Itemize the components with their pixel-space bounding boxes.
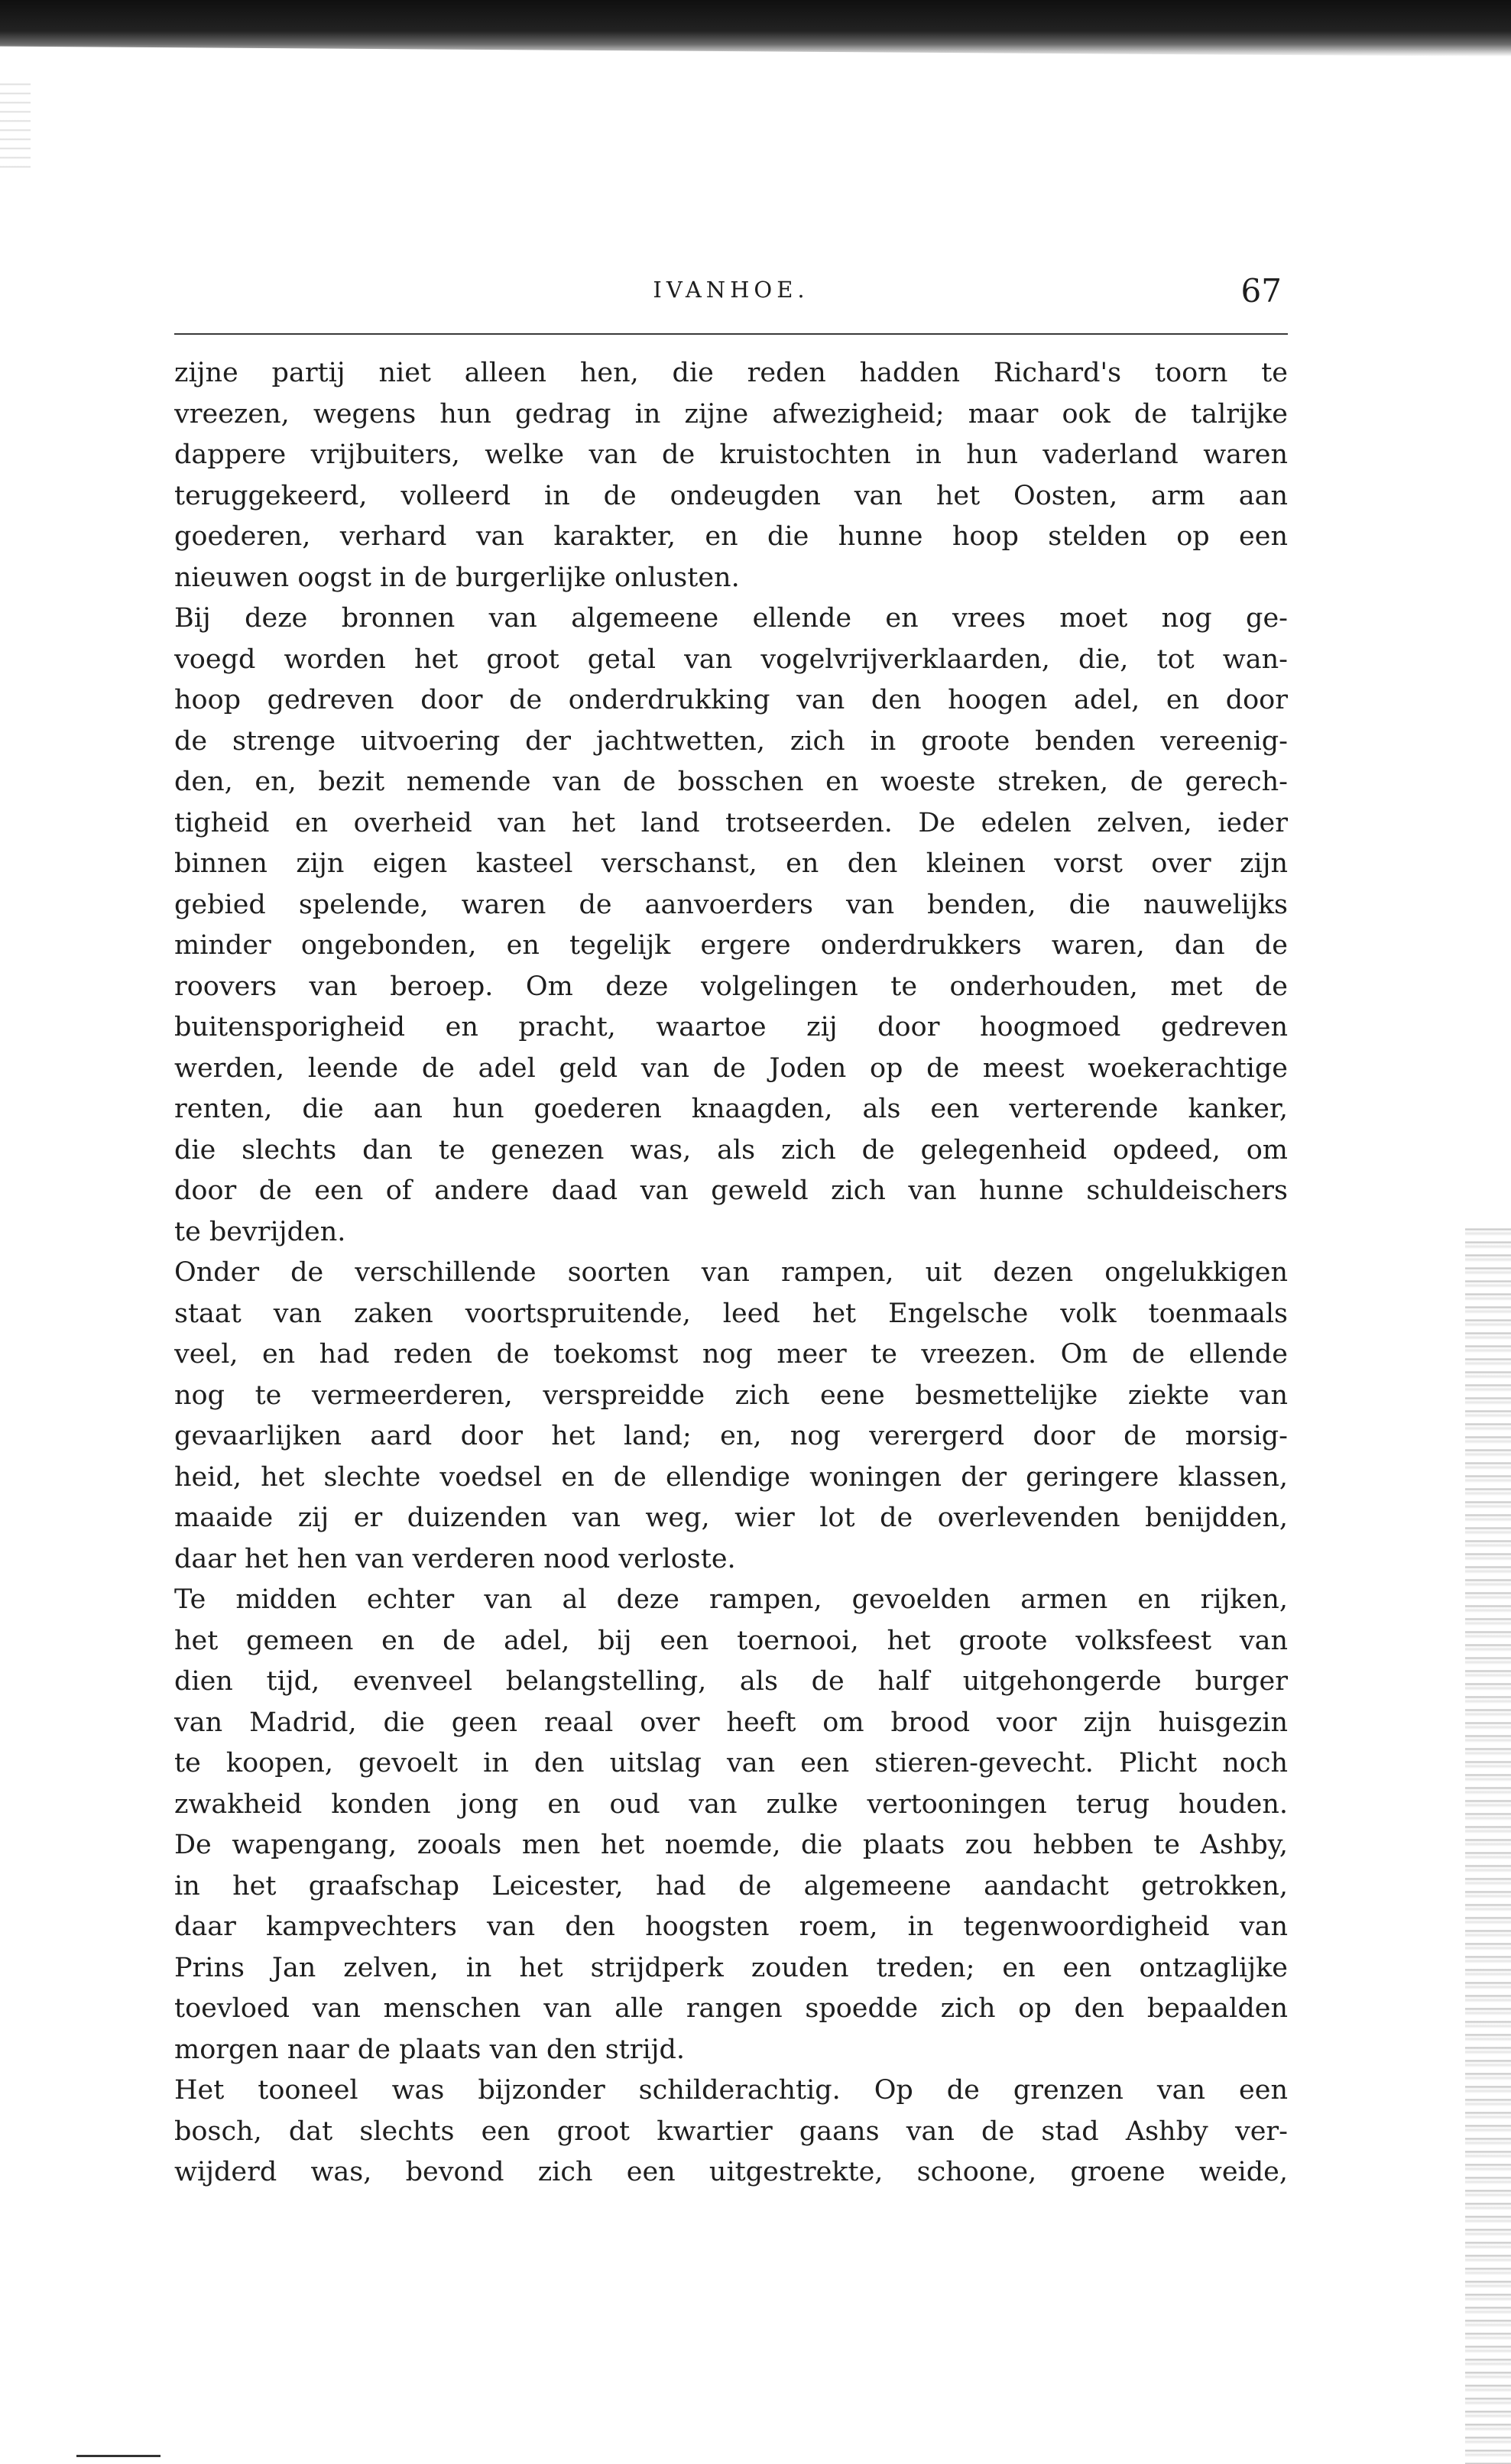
text-line: vreezen, wegens hun gedrag in zijne afwezigheid; maar ook de talrijke — [174, 398, 1288, 430]
text-line: binnen zijn eigen kasteel verschanst, en den kleinen vorst over zijn — [174, 848, 1288, 879]
text-line: tigheid en overheid van het land trotseerden. De edelen zelven, ieder — [174, 807, 1288, 838]
text-line: minder ongebonden, en tegelijk ergere onderdrukkers waren, dan de — [174, 930, 1288, 961]
text-line: zwakheid konden jong en oud van zulke vertooningen terug houden. — [174, 1788, 1288, 1820]
scan-specks-left — [0, 76, 31, 168]
text-line: den, en, bezit nemende van de bosschen en woeste streken, de gerech- — [174, 767, 1288, 797]
text-line: bosch, dat slechts een groot kwartier gaans van de stad Ashby ver- — [174, 2115, 1288, 2147]
text-line: het gemeen en de adel, bij een toernooi, het groote volksfeest van — [174, 1625, 1288, 1656]
text-line: nog te vermeerderen, verspreidde zich eene besmettelijke ziekte van — [174, 1380, 1288, 1411]
page-header — [174, 272, 1288, 326]
text-line: toevloed van menschen van alle rangen spoedde zich op den bepaalden — [174, 1993, 1288, 2024]
text-line: gevaarlijken aard door het land; en, nog verergerd door de morsig- — [174, 1421, 1288, 1451]
text-line: in het graafschap Leicester, had de algemeene aandacht getrokken, — [174, 1870, 1288, 1901]
text-line: hoop gedreven door de onderdrukking van den hoogen adel, en door — [174, 685, 1288, 715]
text-line: teruggekeerd, volleerd in de ondeugden van het Oosten, arm aan — [174, 480, 1288, 511]
text-line: heid, het slechte voedsel en de ellendige woningen der geringere klassen, — [174, 1461, 1288, 1493]
text-line: gebied spelende, waren de aanvoerders van benden, die nauwelijks — [174, 889, 1288, 920]
text-line: te bevrijden. — [174, 1216, 346, 1247]
text-line: wijderd was, bevond zich een uitgestrekte, schoone, groene weide, — [174, 2157, 1288, 2187]
text-line: voegd worden het groot getal van vogelvrijverklaarden, die, tot wan- — [174, 644, 1288, 675]
text-line: veel, en had reden de toekomst nog meer te vreezen. Om de ellende — [174, 1339, 1288, 1370]
text-line: Bij deze bronnen van algemeene ellende en vrees moet nog ge- — [174, 603, 1288, 634]
text-line: daar kampvechters van den hoogsten roem, in tegenwoordigheid van — [174, 1911, 1288, 1942]
scan-border-top — [0, 0, 1511, 57]
body-text — [174, 353, 1288, 2193]
text-line: buitensporigheid en pracht, waartoe zij door hoogmoed gedreven — [174, 1012, 1288, 1042]
running-head: IVANHOE. — [653, 277, 809, 303]
text-line: Onder de verschillende soorten van rampen, uit dezen ongelukkigen — [174, 1257, 1288, 1288]
text-line: renten, die aan hun goederen knaagden, als een verterende kanker, — [174, 1094, 1288, 1124]
text-line: maaide zij er duizenden van weg, wier lot de overlevenden benijdden, — [174, 1503, 1288, 1533]
scan-border-right — [1465, 1223, 1511, 2464]
text-line: dappere vrijbuiters, welke van de kruistochten in hun vaderland waren — [174, 439, 1288, 470]
text-line: de strenge uitvoering der jachtwetten, zich in groote benden vereenig- — [174, 725, 1288, 757]
text-line: werden, leende de adel geld van de Joden op de meest woekerachtige — [174, 1052, 1288, 1084]
text-line: dien tijd, evenveel belangstelling, als de half uitgehongerde burger — [174, 1666, 1288, 1697]
text-line: daar het hen van verderen nood verloste. — [174, 1543, 736, 1574]
page-number: 67 — [1240, 272, 1282, 310]
text-line: De wapengang, zooals men het noemde, die plaats zou hebben te Ashby, — [174, 1830, 1288, 1860]
text-line: goederen, verhard van karakter, en die hunne hoop stelden op een — [174, 521, 1288, 552]
text-line: te koopen, gevoelt in den uitslag van een stieren-gevecht. Plicht noch — [174, 1748, 1288, 1778]
text-line: zijne partij niet alleen hen, die reden hadden Richard's toorn te — [174, 358, 1288, 388]
text-line: staat van zaken voortspruitende, leed het Engelsche volk toenmaals — [174, 1298, 1288, 1329]
text-line: morgen naar de plaats van den strijd. — [174, 2034, 686, 2065]
text-line: Het tooneel was bijzonder schilderachtig. Op de grenzen van een — [174, 2075, 1288, 2106]
text-line: van Madrid, die geen reaal over heeft om brood voor zijn huisgezin — [174, 1707, 1288, 1738]
scan-mark-bottom — [76, 2455, 161, 2457]
text-line: Prins Jan zelven, in het strijdperk zouden treden; en een ontzaglijke — [174, 1952, 1288, 1983]
header-rule — [174, 333, 1288, 335]
text-line: die slechts dan te genezen was, als zich de gelegenheid opdeed, om — [174, 1134, 1288, 1166]
text-line: Te midden echter van al deze rampen, gevoelden armen en rijken, — [174, 1584, 1288, 1615]
text-line: door de een of andere daad van geweld zich van hunne schuldeischers — [174, 1175, 1288, 1206]
text-line: roovers van beroep. Om deze volgelingen te onderhouden, met de — [174, 971, 1288, 1002]
text-line: nieuwen oogst in de burgerlijke onlusten. — [174, 562, 740, 593]
